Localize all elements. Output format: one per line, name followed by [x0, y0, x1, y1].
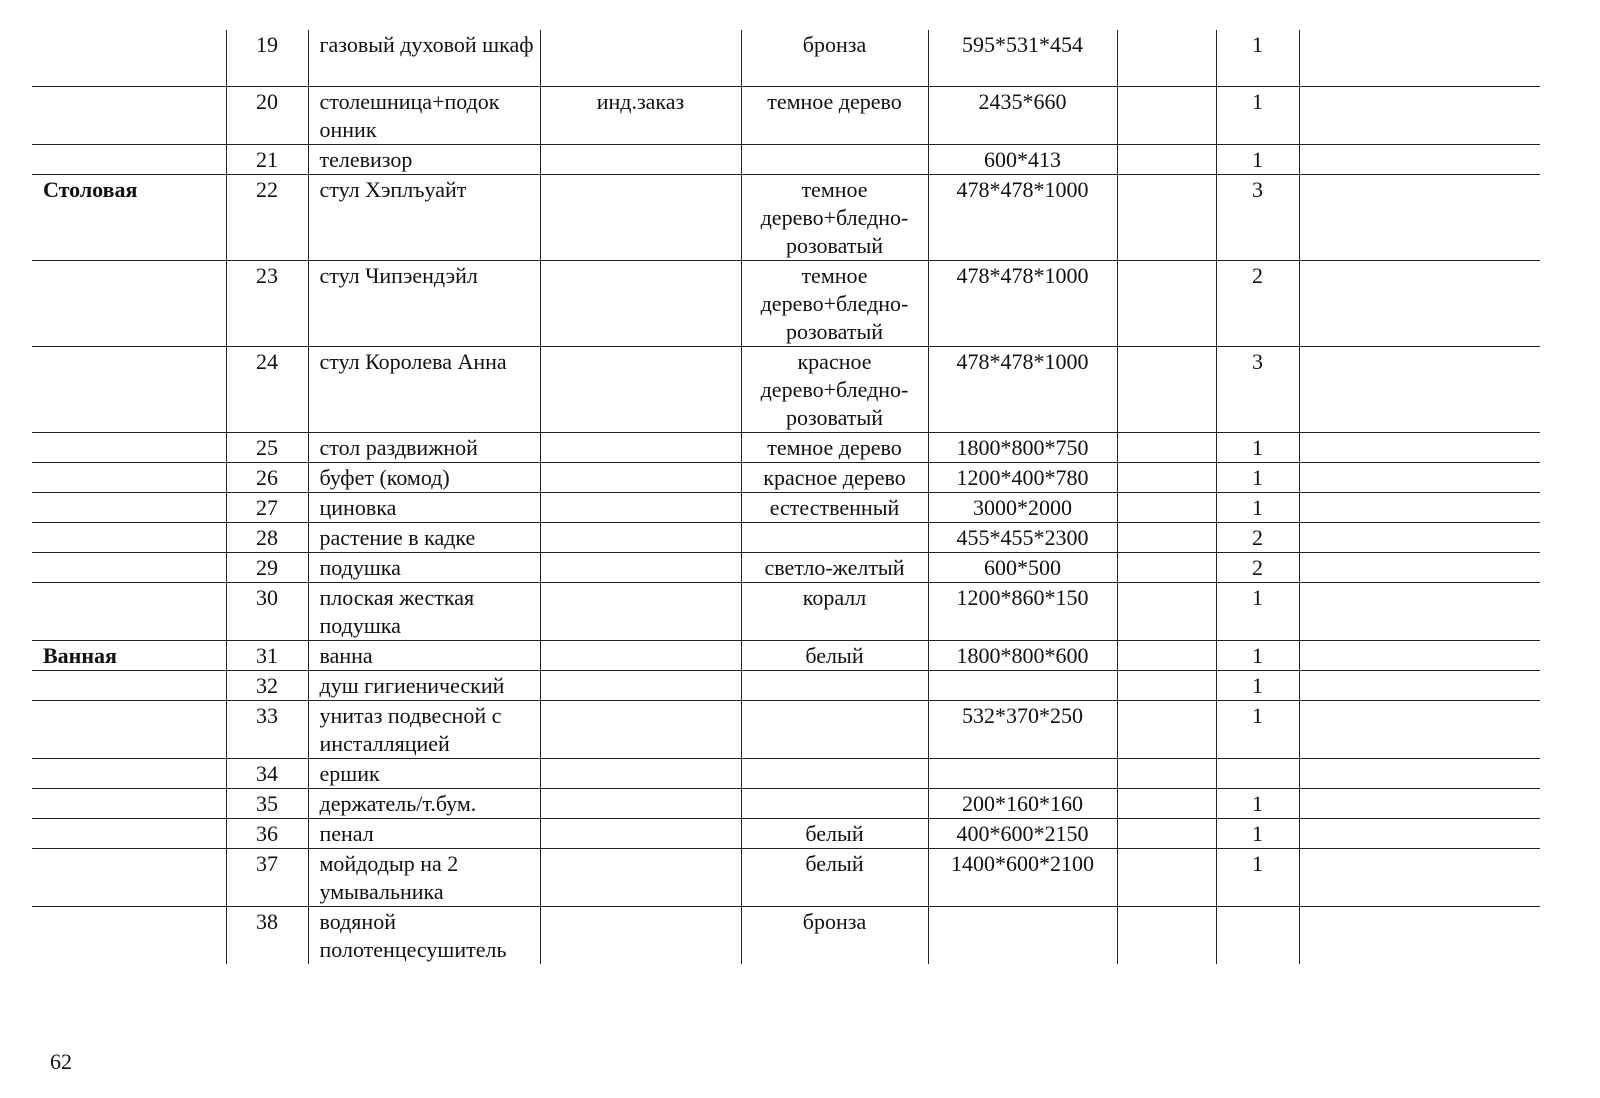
item-size: [928, 758, 1117, 788]
item-remarks: [1299, 30, 1540, 86]
item-note: [540, 260, 741, 346]
item-name: водяной полотенцесушитель: [308, 906, 540, 964]
item-size: 1200*400*780: [928, 462, 1117, 492]
item-color: красное дерево: [741, 462, 928, 492]
item-remarks: [1299, 492, 1540, 522]
section-label: [32, 758, 226, 788]
item-note: [540, 346, 741, 432]
section-label: [32, 582, 226, 640]
item-color: [741, 700, 928, 758]
item-size: 532*370*250: [928, 700, 1117, 758]
item-extra: [1117, 640, 1216, 670]
item-remarks: [1299, 670, 1540, 700]
item-extra: [1117, 174, 1216, 260]
item-color: коралл: [741, 582, 928, 640]
table-row: [32, 700, 1540, 758]
table-row: [32, 522, 1540, 552]
table-row: [32, 30, 1540, 86]
section-label: [32, 818, 226, 848]
item-color: [741, 144, 928, 174]
section-label: [32, 670, 226, 700]
item-remarks: [1299, 788, 1540, 818]
item-number: 29: [226, 552, 308, 582]
item-color: бронза: [741, 30, 928, 86]
section-label: [32, 144, 226, 174]
item-number: 27: [226, 492, 308, 522]
section-label: Столовая: [32, 174, 226, 260]
item-color: [741, 758, 928, 788]
item-remarks: [1299, 432, 1540, 462]
table-row: [32, 818, 1540, 848]
item-size: 200*160*160: [928, 788, 1117, 818]
item-quantity: 1: [1216, 582, 1299, 640]
item-color: бронза: [741, 906, 928, 964]
item-name: держатель/т.бум.: [308, 788, 540, 818]
item-remarks: [1299, 174, 1540, 260]
furniture-specification-table: [32, 30, 1540, 964]
item-name: стул Чипэендэйл: [308, 260, 540, 346]
item-quantity: 1: [1216, 818, 1299, 848]
item-size: 455*455*2300: [928, 522, 1117, 552]
item-note: [540, 522, 741, 552]
item-color: темное дерево+бледно-розоватый: [741, 260, 928, 346]
item-name: стол раздвижной: [308, 432, 540, 462]
section-label: [32, 492, 226, 522]
item-quantity: 1: [1216, 700, 1299, 758]
item-number: 25: [226, 432, 308, 462]
item-remarks: [1299, 758, 1540, 788]
item-number: 38: [226, 906, 308, 964]
item-name: растение в кадке: [308, 522, 540, 552]
item-remarks: [1299, 462, 1540, 492]
section-label: Ванная: [32, 640, 226, 670]
item-color: светло-желтый: [741, 552, 928, 582]
item-extra: [1117, 758, 1216, 788]
item-size: 1200*860*150: [928, 582, 1117, 640]
item-quantity: 1: [1216, 432, 1299, 462]
item-size: 478*478*1000: [928, 260, 1117, 346]
item-quantity: 1: [1216, 670, 1299, 700]
item-note: [540, 462, 741, 492]
item-extra: [1117, 462, 1216, 492]
item-color: темное дерево: [741, 86, 928, 144]
table-row: [32, 432, 1540, 462]
table-row: [32, 552, 1540, 582]
item-remarks: [1299, 640, 1540, 670]
table-row: [32, 346, 1540, 432]
item-name: ванна: [308, 640, 540, 670]
item-quantity: 2: [1216, 260, 1299, 346]
section-label: [32, 522, 226, 552]
item-name: стул Королева Анна: [308, 346, 540, 432]
item-number: 36: [226, 818, 308, 848]
item-number: 37: [226, 848, 308, 906]
item-note: [540, 818, 741, 848]
item-extra: [1117, 346, 1216, 432]
section-label: [32, 906, 226, 964]
item-number: 31: [226, 640, 308, 670]
item-color: [741, 788, 928, 818]
item-size: 2435*660: [928, 86, 1117, 144]
item-note: [540, 670, 741, 700]
item-remarks: [1299, 144, 1540, 174]
item-number: 20: [226, 86, 308, 144]
item-size: 400*600*2150: [928, 818, 1117, 848]
section-label: [32, 462, 226, 492]
item-number: 19: [226, 30, 308, 86]
item-number: 32: [226, 670, 308, 700]
item-note: [540, 700, 741, 758]
item-number: 34: [226, 758, 308, 788]
item-remarks: [1299, 346, 1540, 432]
item-quantity: 1: [1216, 30, 1299, 86]
table-row: [32, 670, 1540, 700]
item-number: 22: [226, 174, 308, 260]
item-extra: [1117, 260, 1216, 346]
item-name: стул Хэплъуайт: [308, 174, 540, 260]
item-extra: [1117, 552, 1216, 582]
section-label: [32, 788, 226, 818]
item-color: красное дерево+бледно-розоватый: [741, 346, 928, 432]
item-size: [928, 670, 1117, 700]
item-note: [540, 848, 741, 906]
table-row: [32, 174, 1540, 260]
item-size: 478*478*1000: [928, 346, 1117, 432]
item-quantity: 3: [1216, 346, 1299, 432]
item-remarks: [1299, 848, 1540, 906]
item-extra: [1117, 86, 1216, 144]
item-quantity: 1: [1216, 640, 1299, 670]
section-label: [32, 848, 226, 906]
section-label: [32, 346, 226, 432]
item-name: душ гигиенический: [308, 670, 540, 700]
item-extra: [1117, 670, 1216, 700]
item-name: буфет (комод): [308, 462, 540, 492]
item-quantity: 1: [1216, 788, 1299, 818]
item-quantity: 1: [1216, 848, 1299, 906]
item-note: [540, 144, 741, 174]
item-note: инд.заказ: [540, 86, 741, 144]
item-remarks: [1299, 86, 1540, 144]
table-body: [32, 30, 1540, 964]
item-quantity: 2: [1216, 522, 1299, 552]
item-extra: [1117, 492, 1216, 522]
item-note: [540, 30, 741, 86]
table-row: [32, 86, 1540, 144]
item-extra: [1117, 432, 1216, 462]
table-row: [32, 758, 1540, 788]
item-quantity: 1: [1216, 144, 1299, 174]
item-remarks: [1299, 522, 1540, 552]
table-row: [32, 260, 1540, 346]
item-color: темное дерево: [741, 432, 928, 462]
item-extra: [1117, 906, 1216, 964]
table-row: [32, 462, 1540, 492]
item-number: 21: [226, 144, 308, 174]
item-note: [540, 640, 741, 670]
item-size: 595*531*454: [928, 30, 1117, 86]
item-remarks: [1299, 552, 1540, 582]
item-note: [540, 492, 741, 522]
item-quantity: [1216, 906, 1299, 964]
table-row: [32, 640, 1540, 670]
item-quantity: 3: [1216, 174, 1299, 260]
item-size: 1400*600*2100: [928, 848, 1117, 906]
item-extra: [1117, 522, 1216, 552]
item-color: [741, 670, 928, 700]
item-note: [540, 788, 741, 818]
table-row: [32, 492, 1540, 522]
table-row: [32, 906, 1540, 964]
item-size: 1800*800*750: [928, 432, 1117, 462]
table-row: [32, 788, 1540, 818]
item-extra: [1117, 818, 1216, 848]
table-row: [32, 582, 1540, 640]
table-row: [32, 144, 1540, 174]
item-remarks: [1299, 260, 1540, 346]
item-remarks: [1299, 818, 1540, 848]
item-size: 3000*2000: [928, 492, 1117, 522]
item-name: столешница+подок онник: [308, 86, 540, 144]
item-quantity: 2: [1216, 552, 1299, 582]
item-number: 28: [226, 522, 308, 552]
item-color: белый: [741, 818, 928, 848]
item-color: белый: [741, 848, 928, 906]
item-size: 478*478*1000: [928, 174, 1117, 260]
item-number: 30: [226, 582, 308, 640]
item-extra: [1117, 788, 1216, 818]
item-quantity: 1: [1216, 86, 1299, 144]
item-note: [540, 432, 741, 462]
item-remarks: [1299, 700, 1540, 758]
item-number: 26: [226, 462, 308, 492]
item-color: темное дерево+бледно-розоватый: [741, 174, 928, 260]
item-extra: [1117, 848, 1216, 906]
item-number: 33: [226, 700, 308, 758]
section-label: [32, 432, 226, 462]
item-name: плоская жесткая подушка: [308, 582, 540, 640]
item-note: [540, 174, 741, 260]
item-note: [540, 582, 741, 640]
section-label: [32, 260, 226, 346]
item-size: [928, 906, 1117, 964]
item-number: 23: [226, 260, 308, 346]
item-note: [540, 552, 741, 582]
item-size: 600*413: [928, 144, 1117, 174]
item-color: [741, 522, 928, 552]
item-name: пенал: [308, 818, 540, 848]
item-color: белый: [741, 640, 928, 670]
item-name: ершик: [308, 758, 540, 788]
item-name: циновка: [308, 492, 540, 522]
page-number: 62: [50, 1049, 72, 1074]
item-name: газовый духовой шкаф: [308, 30, 540, 86]
section-label: [32, 30, 226, 86]
item-note: [540, 906, 741, 964]
item-extra: [1117, 700, 1216, 758]
item-name: мойдодыр на 2 умывальника: [308, 848, 540, 906]
item-size: 1800*800*600: [928, 640, 1117, 670]
section-label: [32, 552, 226, 582]
item-note: [540, 758, 741, 788]
item-extra: [1117, 30, 1216, 86]
item-number: 24: [226, 346, 308, 432]
item-name: подушка: [308, 552, 540, 582]
item-remarks: [1299, 906, 1540, 964]
item-extra: [1117, 582, 1216, 640]
item-quantity: 1: [1216, 492, 1299, 522]
table-row: [32, 848, 1540, 906]
item-remarks: [1299, 582, 1540, 640]
item-quantity: [1216, 758, 1299, 788]
item-number: 35: [226, 788, 308, 818]
item-extra: [1117, 144, 1216, 174]
item-quantity: 1: [1216, 462, 1299, 492]
section-label: [32, 86, 226, 144]
item-color: естественный: [741, 492, 928, 522]
section-label: [32, 700, 226, 758]
item-size: 600*500: [928, 552, 1117, 582]
item-name: унитаз подвесной с инсталляцией: [308, 700, 540, 758]
item-name: телевизор: [308, 144, 540, 174]
